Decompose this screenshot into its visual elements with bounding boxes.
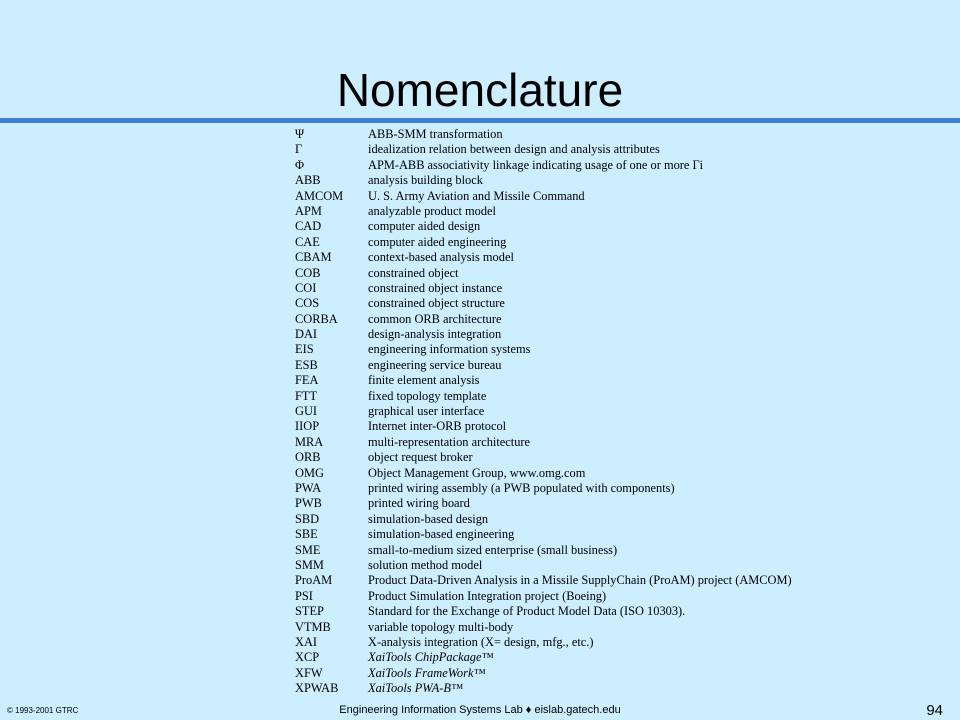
- term-abbreviation: COS: [295, 296, 320, 311]
- term-abbreviation: PSI: [295, 588, 313, 603]
- nomenclature-row: [295, 450, 835, 465]
- nomenclature-row: [295, 127, 835, 142]
- term-definition: XaiTools FrameWork™: [368, 665, 486, 680]
- term-abbreviation: PWA: [295, 480, 322, 495]
- term-abbreviation: STEP: [295, 604, 324, 619]
- nomenclature-row: [295, 373, 835, 388]
- term-abbreviation: SMM: [295, 557, 324, 572]
- term-abbreviation: XAI: [295, 634, 318, 649]
- term-abbreviation: MRA: [295, 434, 324, 449]
- term-abbreviation: VTMB: [295, 619, 331, 634]
- term-definition: variable topology multi-body: [368, 619, 514, 634]
- term-definition: ABB-SMM transformation: [368, 127, 503, 141]
- term-abbreviation: ABB: [295, 173, 321, 188]
- term-definition: engineering information systems: [368, 342, 531, 357]
- nomenclature-row: [295, 650, 835, 665]
- term-definition: common ORB architecture: [368, 311, 502, 326]
- term-definition: Product Simulation Integration project (Boeing): [368, 588, 607, 603]
- term-abbreviation: SBD: [295, 511, 320, 526]
- nomenclature-table: [295, 127, 835, 696]
- term-abbreviation: FEA: [295, 373, 319, 388]
- term-definition: graphical user interface: [368, 404, 485, 419]
- nomenclature-row: [295, 173, 835, 188]
- term-abbreviation: FTT: [295, 388, 318, 403]
- term-abbreviation: OMG: [295, 465, 324, 480]
- nomenclature-row: [295, 589, 835, 604]
- term-definition: context-based analysis model: [368, 250, 514, 265]
- term-definition: constrained object: [368, 265, 459, 280]
- term-abbreviation: AMCOM: [295, 188, 344, 203]
- nomenclature-row: [295, 635, 835, 650]
- term-definition: analysis building block: [368, 173, 483, 188]
- term-definition: Internet inter-ORB protocol: [368, 419, 507, 434]
- term-abbreviation: APM: [295, 203, 322, 218]
- nomenclature-row: [295, 573, 835, 588]
- nomenclature-row: [295, 512, 835, 527]
- term-abbreviation: CORBA: [295, 311, 338, 326]
- term-abbreviation: CAD: [295, 219, 322, 234]
- term-abbreviation: ORB: [295, 450, 321, 465]
- term-definition: solution method model: [368, 557, 483, 572]
- nomenclature-row: [295, 389, 835, 404]
- term-definition: multi-representation architecture: [368, 434, 531, 449]
- page-title: Nomenclature: [336, 64, 624, 116]
- term-abbreviation: CAE: [295, 234, 320, 249]
- copyright-text: © 1993-2001 GTRC: [7, 706, 79, 715]
- nomenclature-row: [295, 419, 835, 434]
- term-definition: XaiTools ChipPackage™: [368, 650, 494, 665]
- nomenclature-row: [295, 342, 835, 357]
- term-abbreviation: Φ: [295, 157, 305, 172]
- term-definition: XaiTools PWA-B™: [368, 681, 464, 696]
- term-abbreviation: COB: [295, 265, 321, 280]
- nomenclature-row: [295, 481, 835, 496]
- term-abbreviation: XCP: [295, 650, 320, 665]
- nomenclature-row: [295, 466, 835, 481]
- term-definition: finite element analysis: [368, 373, 480, 388]
- term-definition: engineering service bureau: [368, 357, 502, 372]
- term-definition: Standard for the Exchange of Product Model Data (ISO 10303).: [368, 604, 686, 619]
- term-abbreviation: SME: [295, 542, 321, 557]
- term-definition: computer aided design: [368, 219, 481, 234]
- nomenclature-row: [295, 496, 835, 511]
- title-divider: [0, 118, 960, 123]
- nomenclature-row: [295, 281, 835, 296]
- nomenclature-row: [295, 358, 835, 373]
- term-definition: constrained object instance: [368, 280, 503, 295]
- nomenclature-row: [295, 189, 835, 204]
- term-definition: computer aided engineering: [368, 234, 507, 249]
- nomenclature-row: [295, 312, 835, 327]
- term-abbreviation: Ψ: [295, 127, 305, 141]
- nomenclature-row: [295, 296, 835, 311]
- term-definition: idealization relation between design and analysis attributes: [368, 142, 660, 157]
- term-abbreviation: XFW: [295, 665, 323, 680]
- term-definition: analyzable product model: [368, 203, 496, 218]
- lab-footer-text: Engineering Information Systems Lab ♦ eislab.gatech.edu: [339, 704, 621, 716]
- nomenclature-row: [295, 435, 835, 450]
- term-abbreviation: SBE: [295, 527, 318, 542]
- nomenclature-row: [295, 558, 835, 573]
- nomenclature-row: [295, 235, 835, 250]
- term-definition: design-analysis integration: [368, 327, 502, 342]
- nomenclature-row: [295, 250, 835, 265]
- term-definition: APM-ABB associativity linkage indicating usage of one or more Γi: [368, 157, 704, 172]
- nomenclature-row: [295, 404, 835, 419]
- term-abbreviation: XPWAB: [295, 681, 339, 696]
- nomenclature-row: [295, 158, 835, 173]
- term-definition: X-analysis integration (X= design, mfg., etc.): [368, 634, 594, 649]
- term-abbreviation: PWB: [295, 496, 322, 511]
- term-abbreviation: DAI: [295, 327, 318, 342]
- nomenclature-row: [295, 620, 835, 635]
- term-abbreviation: Γ: [295, 142, 303, 157]
- term-definition: small-to-medium sized enterprise (small business): [368, 542, 618, 557]
- nomenclature-row: [295, 681, 835, 696]
- term-definition: constrained object structure: [368, 296, 505, 311]
- nomenclature-row: [295, 604, 835, 619]
- nomenclature-row: [295, 666, 835, 681]
- nomenclature-row: [295, 266, 835, 281]
- term-abbreviation: CBAM: [295, 250, 332, 265]
- term-abbreviation: EIS: [295, 342, 314, 357]
- term-abbreviation: COI: [295, 280, 317, 295]
- term-definition: Object Management Group, www.omg.com: [368, 465, 586, 480]
- term-definition: Product Data-Driven Analysis in a Missile SupplyChain (ProAM) project (AMCOM): [368, 573, 792, 588]
- nomenclature-row: [295, 527, 835, 542]
- term-abbreviation: GUI: [295, 404, 318, 419]
- nomenclature-row: [295, 327, 835, 342]
- nomenclature-row: [295, 204, 835, 219]
- nomenclature-row: [295, 219, 835, 234]
- term-definition: simulation-based engineering: [368, 527, 515, 542]
- term-abbreviation: ProAM: [295, 573, 333, 588]
- term-definition: printed wiring assembly (a PWB populated with components): [368, 480, 675, 495]
- term-abbreviation: IIOP: [295, 419, 320, 434]
- nomenclature-row: [295, 543, 835, 558]
- term-definition: printed wiring board: [368, 496, 470, 511]
- term-definition: simulation-based design: [368, 511, 489, 526]
- term-definition: fixed topology template: [368, 388, 487, 403]
- page-number: 94: [926, 702, 943, 719]
- term-definition: object request broker: [368, 450, 473, 465]
- term-abbreviation: ESB: [295, 357, 318, 372]
- nomenclature-row: [295, 142, 835, 157]
- term-definition: U. S. Army Aviation and Missile Command: [368, 188, 585, 203]
